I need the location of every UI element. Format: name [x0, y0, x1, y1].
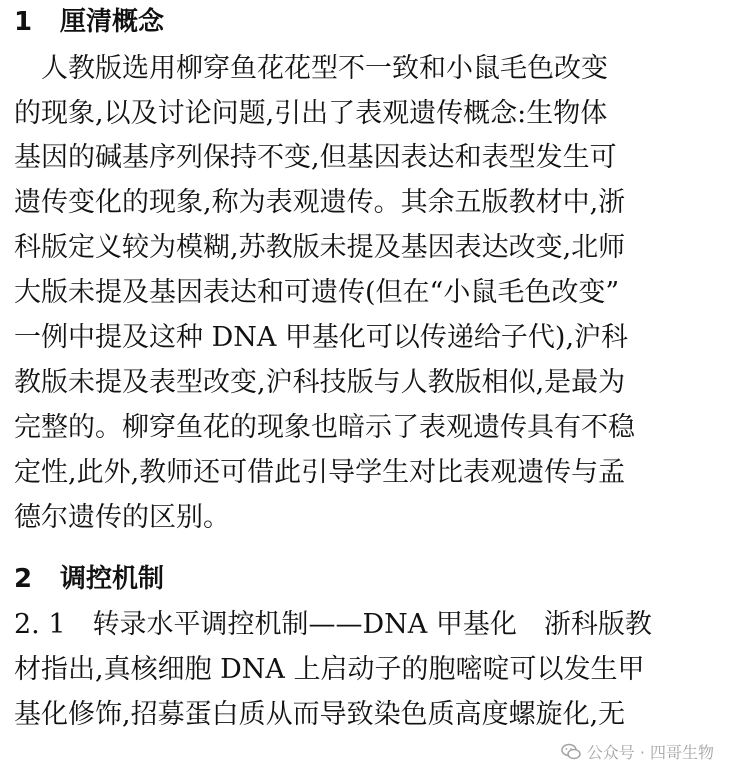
paragraph-line: 人教版选用柳穿鱼花花型不一致和小鼠毛色改变	[14, 53, 608, 84]
paragraph-line: 基因的碱基序列保持不变,但基因表达和表型发生可	[14, 142, 617, 173]
paragraph-line: 材指出,真核细胞 DNA 上启动子的胞嘧啶可以发生甲	[14, 654, 645, 685]
paragraph-line: 2. 1 转录水平调控机制——DNA 甲基化 浙科版教	[14, 609, 652, 640]
paragraph-line: 教版未提及表型改变,沪科技版与人教版相似,是最为	[14, 367, 626, 398]
section-heading-2	[14, 563, 164, 595]
section-number: 2	[14, 564, 33, 594]
paragraph-line: 完整的。柳穿鱼花的现象也暗示了表观遗传具有不稳	[14, 412, 635, 443]
section-title: 调控机制	[60, 564, 165, 594]
paragraph-line: 基化修饰,招募蛋白质从而导致染色质高度螺旋化,无	[14, 699, 626, 730]
paragraph-line: 科版定义较为模糊,苏教版未提及基因表达改变,北师	[14, 232, 626, 263]
paragraph-line: 定性,此外,教师还可借此引导学生对比表观遗传与孟	[14, 457, 626, 488]
paragraph-line: 德尔遗传的区别。	[14, 502, 230, 533]
watermark-text: 公众号 · 四哥生物	[586, 743, 714, 762]
section-number: 1	[14, 7, 33, 37]
section-title: 厘清概念	[60, 7, 165, 37]
wechat-icon	[561, 743, 581, 761]
paragraph-line: 的现象,以及讨论问题,引出了表观遗传概念:生物体	[14, 98, 608, 129]
watermark	[561, 740, 714, 763]
paragraph-line: 大版未提及基因表达和可遗传(但在“小鼠毛色改变”	[14, 277, 620, 308]
paragraph-line: 遗传变化的现象,称为表观遗传。其余五版教材中,浙	[14, 187, 626, 218]
section-heading-1	[14, 6, 164, 38]
paragraph-line: 一例中提及这种 DNA 甲基化可以传递给子代),沪科	[14, 322, 629, 353]
